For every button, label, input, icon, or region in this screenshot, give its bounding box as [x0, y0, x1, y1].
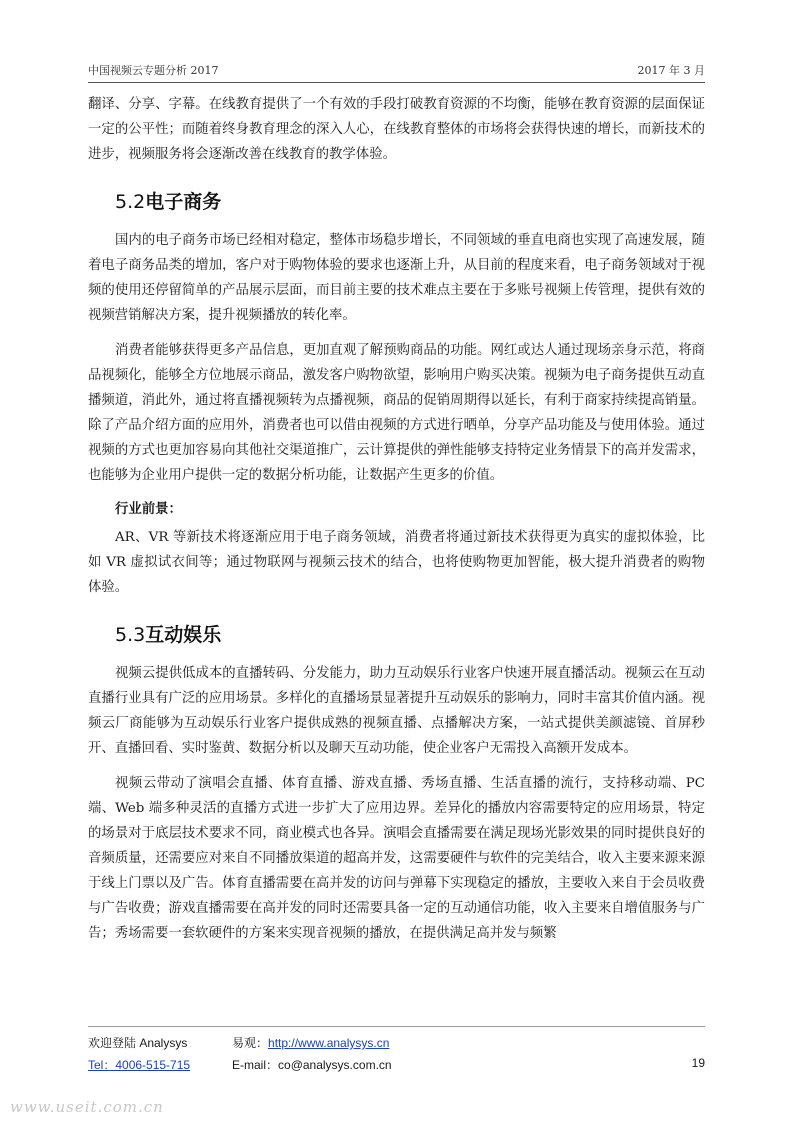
page-footer	[88, 1034, 705, 1078]
footer-site	[232, 1034, 389, 1051]
website-link[interactable]: http://www.analysys.cn	[268, 1036, 390, 1050]
section-heading-5-3	[115, 620, 705, 647]
footer-divider	[88, 1026, 705, 1027]
footer-welcome: 欢迎登陆 Analysys	[88, 1036, 188, 1050]
header-date: 2017 年 3 月	[637, 64, 705, 77]
paragraph: 视频云提供低成本的直播转码、分发能力，助力互动娱乐行业客户快速开展直播活动。视频云在互动直播行业具有广泛的应用场景。多样化的直播场景显著提升互动娱乐的影响力，同时丰富其价值内涵。视频云厂商能够为互动娱乐行业客户提供成熟的视频直播、点播解决方案，一站式提供美颜滤镜、首屏秒开、直播回看、实时鉴黄、数据分析以及聊天互动功能，使企业客户无需投入高额开发成本。	[88, 666, 705, 756]
phone-link[interactable]: Tel：4006-515-715	[88, 1058, 191, 1072]
watermark: www.useit.com.cn	[10, 1098, 164, 1116]
section-title: 互动娱乐	[145, 624, 222, 646]
paragraph: AR、VR 等新技术将逐渐应用于电子商务领域，消费者将通过新技术获得更为真实的虚拟体验，比如 VR 虚拟试衣间等；通过物联网与视频云技术的结合，也将使购物更加智能，极大提升消费者的购物体验。	[88, 530, 705, 595]
section-heading-5-2	[115, 187, 705, 214]
page-number: 19	[691, 1056, 705, 1070]
header-divider	[88, 82, 705, 83]
header-title: 中国视频云专题分析 2017	[88, 64, 219, 77]
section-title: 电子商务	[145, 191, 222, 213]
paragraph: 视频云带动了演唱会直播、体育直播、游戏直播、秀场直播、生活直播的流行，支持移动端、PC 端、Web 端多种灵活的直播方式进一步扩大了应用边界。差异化的播放内容需要特定的应用场景，特定的场景对于底层技术要求不同，商业模式也各异。演唱会直播需要在满足现场光影效果的同时提供良好的音频质量，还需要应对来自不同播放渠道的超高并发，这需要硬件与软件的完美结合，收入主要来源来源于线上门票以及广告。体育直播需要在高并发的访问与弹幕下实现稳定的播放，主要收入来自于会员收费与广告收费；游戏直播需要在高并发的同时还需要具备一定的互动通信功能，收入主要来自增值服务与广告；秀场需要一套软硬件的方案来实现音视频的播放，在提供满足高并发与频繁	[88, 776, 705, 941]
footer-site-label: 易观：	[232, 1036, 269, 1050]
section-number: 5.2	[115, 191, 146, 213]
subheading-industry-outlook: 行业前景：	[115, 502, 182, 517]
email-label: E-mail：	[232, 1058, 279, 1072]
paragraph-continued: 翻译、分享、字幕。在线教育提供了一个有效的手段打破教育资源的不均衡，能够在教育资源的层面保证一定的公平性；而随着终身教育理念的深入人心，在线教育整体的市场将会获得快速的增长，而新技术的进步，视频服务将会逐渐改善在线教育的教学体验。	[88, 97, 705, 162]
paragraph: 消费者能够获得更多产品信息，更加直观了解预购商品的功能。网红或达人通过现场亲身示范，将商品视频化，能够全方位地展示商品，激发客户购物欲望，影响用户购买决策。视频为电子商务提供互动直播频道，消此外，通过将直播视频转为点播视频，商品的促销周期得以延长，有利于商家持续提高销量。除了产品介绍方面的应用外，消费者也可以借由视频的方式进行晒单，分享产品功能及与使用体验。通过视频的方式也更加容易向其他社交渠道推广，云计算提供的弹性能够支持特定业务情景下的高并发需求，也能够为企业用户提供一定的数据分析功能，让数据产生更多的价值。	[88, 343, 705, 483]
paragraph: 国内的电子商务市场已经相对稳定，整体市场稳步增长，不同领域的垂直电商也实现了高速发展，随着电子商务品类的增加，客户对于购物体验的要求也逐渐上升，从目前的程度来看，电子商务领域对于视频的使用还停留简单的产品展示层面，而目前主要的技术难点主要在于多账号视频上传管理，提供有效的视频营销解决方案，提升视频播放的转化率。	[88, 233, 705, 323]
section-number: 5.3	[115, 624, 146, 646]
footer-email	[232, 1056, 392, 1073]
page-header	[88, 62, 705, 78]
page-content	[88, 92, 705, 956]
email-address[interactable]: co@analysys.com.cn	[278, 1058, 392, 1072]
